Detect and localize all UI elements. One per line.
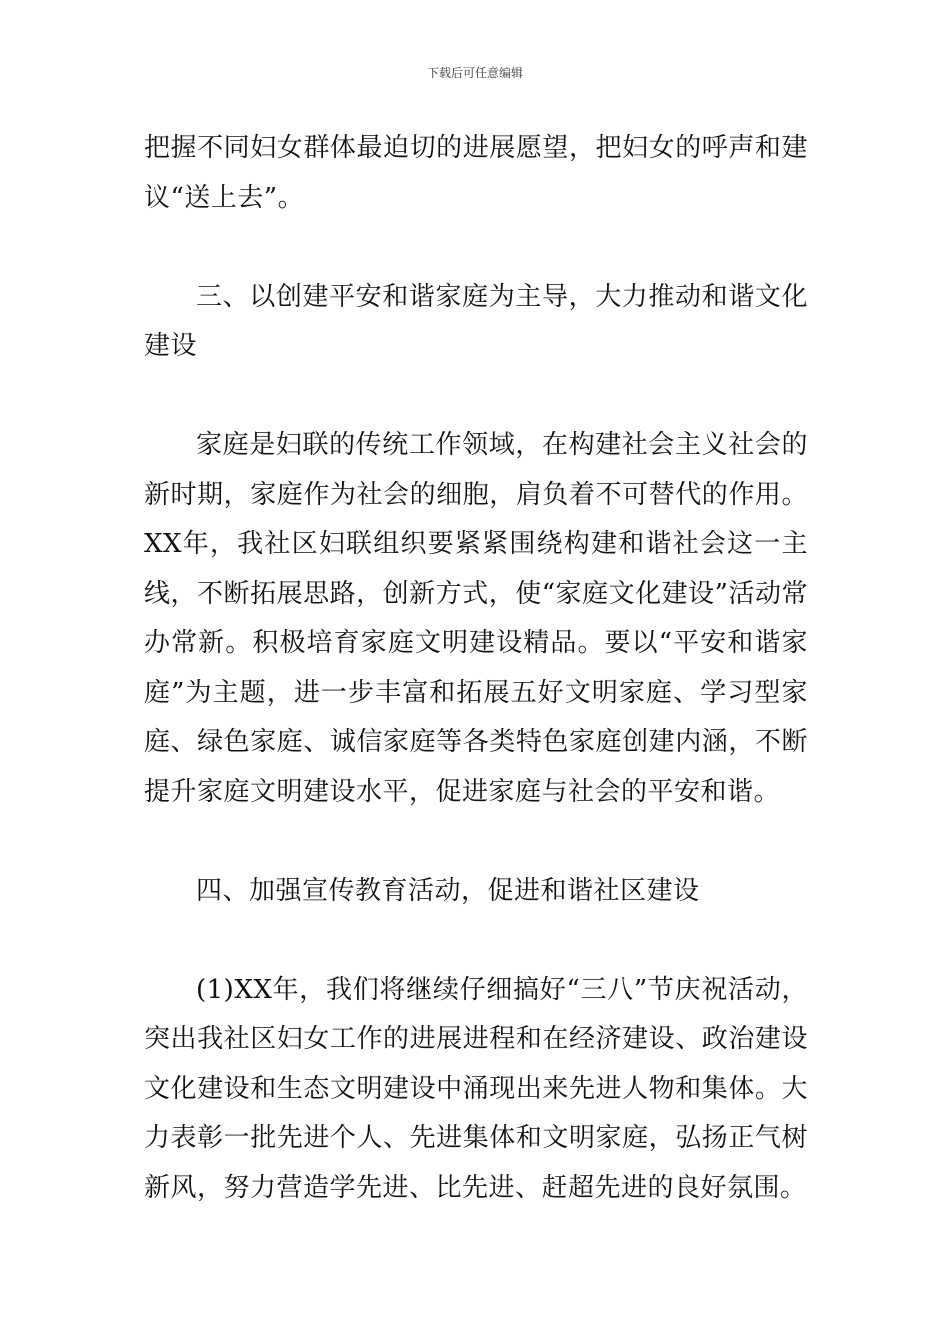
section-heading-three: 三、以创建平安和谐家庭为主导，大力推动和谐文化建设 [144,281,808,361]
paragraph-womens-day: (1)XX年，我们将继续仔细搞好“三八”节庆祝活动，突出我社区妇女工作的进展进程和在经济建设、政治建设文化建设和生态文明建设中涌现出来先进人物和集体。大力表彰一批先进个人、先进集体和文明家庭，弘扬正气树新风，努力营造学先进、比先进、赶超先进的良好氛围。 [144,974,808,1203]
page-header: 下载后可任意编辑 [426,66,523,80]
section-heading-four: 四、加强宣传教育活动，促进和谐社区建设 [196,875,700,906]
document-body [144,124,808,1213]
paragraph-family-culture: 家庭是妇联的传统工作领域，在构建社会主义社会的新时期，家庭作为社会的细胞，肩负着不可替代的作用。XX年，我社区妇联组织要紧紧围绕构建和谐社会这一主线，不断拓展思路，创新方式，使“家庭文化建设”活动常办常新。积极培育家庭文明建设精品。要以“平安和谐家庭”为主题，进一步丰富和拓展五好文明家庭、学习型家庭、绿色家庭、诚信家庭等各类特色家庭创建内涵，不断提升家庭文明建设水平，促进家庭与社会的平安和谐。 [144,430,808,807]
paragraph-continuation: 把握不同妇女群体最迫切的进展愿望，把妇女的呼声和建议“送上去”。 [144,133,808,213]
